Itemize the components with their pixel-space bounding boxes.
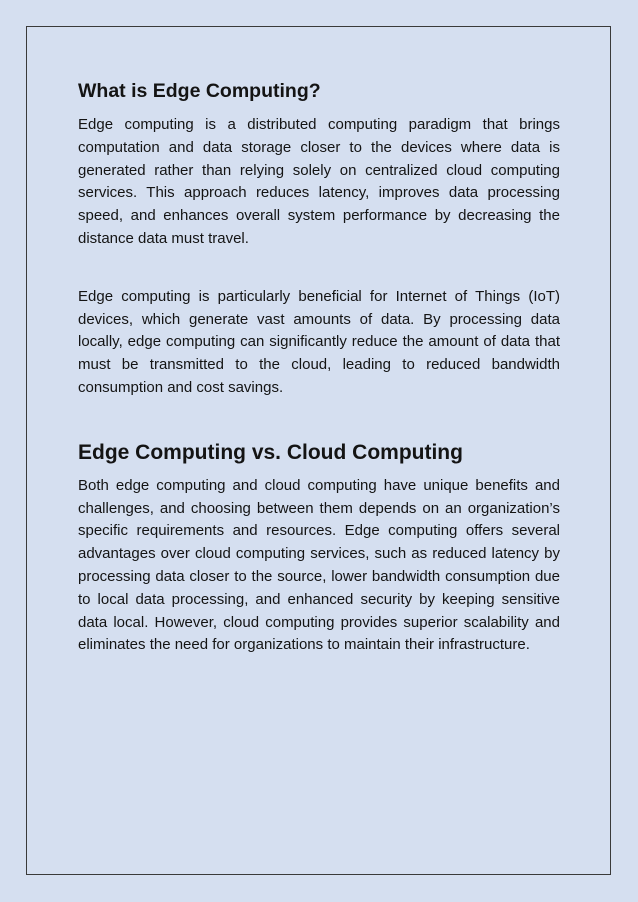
paragraph-spacer	[78, 251, 560, 286]
document-body	[78, 78, 560, 657]
section-heading-edge-vs-cloud: Edge Computing vs. Cloud Computing	[78, 440, 463, 464]
paragraph-iot-benefits: Edge computing is particularly beneficial for Internet of Things (IoT) devices, which generate vast amounts of data. By processing data locally, edge computing can significantly reduce the amount of data that must be transmitted to the cloud, leading to reduced bandwidth consumption and cost savings.	[78, 287, 560, 396]
section-heading-what-is-edge-computing: What is Edge Computing?	[78, 80, 321, 102]
section-spacer	[78, 400, 560, 439]
paragraph-edge-vs-cloud: Both edge computing and cloud computing have unique benefits and challenges, and choosing between them depends on an organization’s specific requirements and resources. Edge computing offers several advantages over cloud computing services, such as reduced latency by processing data closer to the source, lower bandwidth consumption due to local data processing, and enhanced security by keeping sensitive data local. However, cloud computing provides superior scalability and eliminates the need for organizations to maintain their infrastructure.	[78, 476, 560, 654]
paragraph-edge-definition: Edge computing is a distributed computing paradigm that brings computation and data storage closer to the devices where data is generated rather than relying solely on centralized cloud computing services. This approach reduces latency, improves data processing speed, and enhances overall system performance by decreasing the distance data must travel.	[78, 116, 560, 247]
